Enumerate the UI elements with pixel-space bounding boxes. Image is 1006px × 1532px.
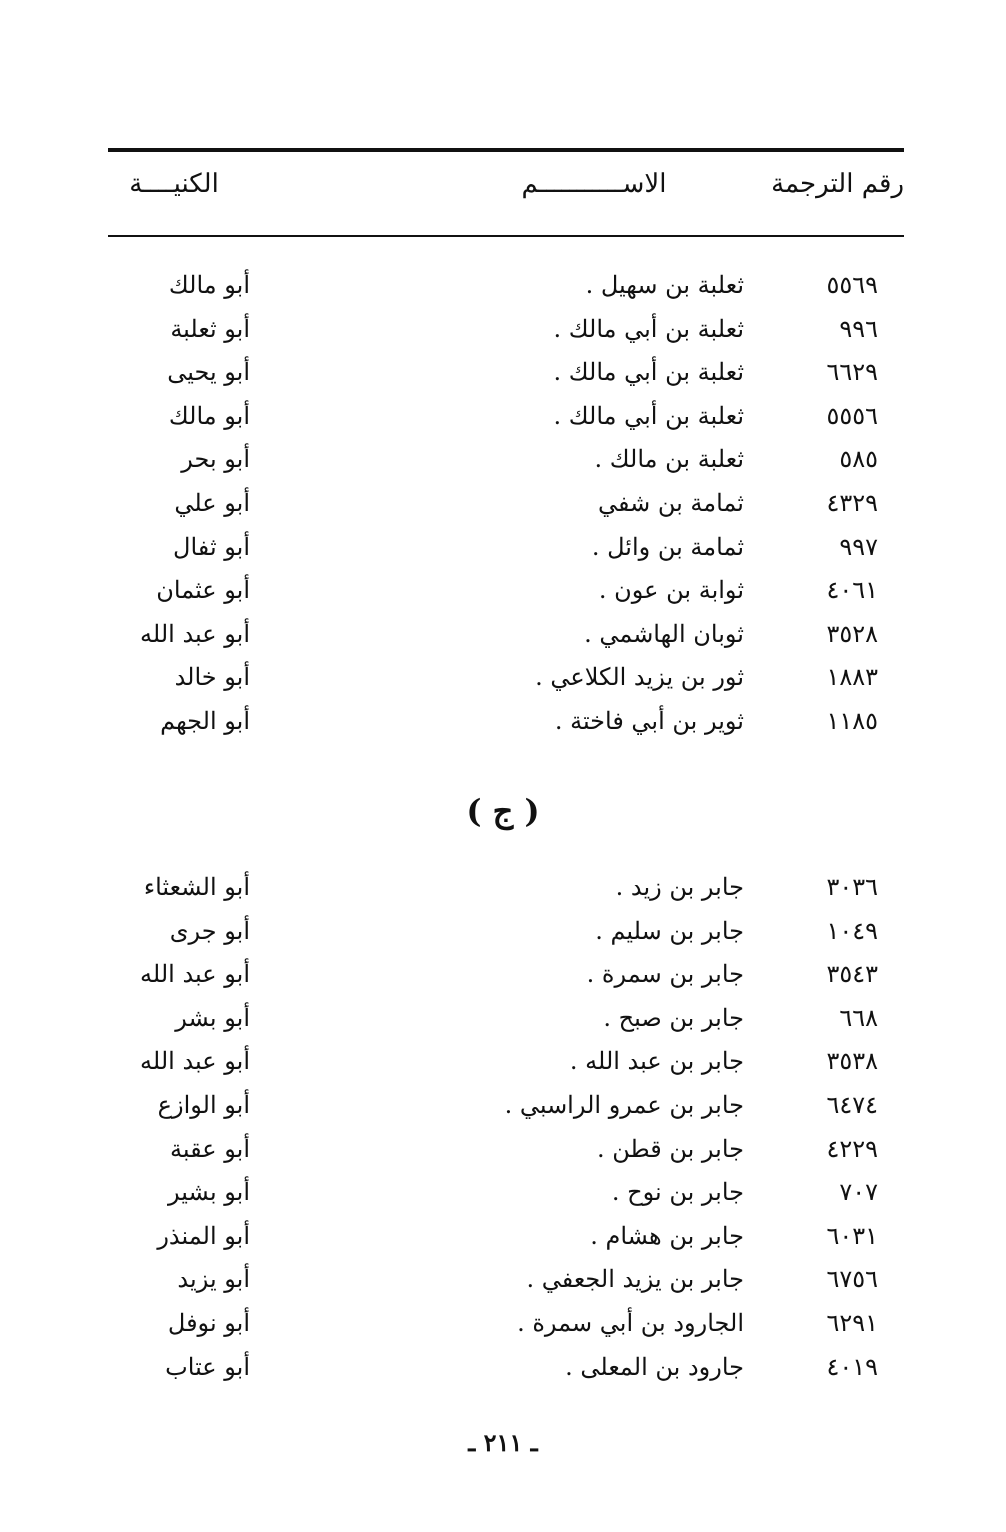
- entry-kunya: أبو مالك: [168, 271, 250, 299]
- table-row: [0, 395, 1006, 439]
- entry-number: ٤٠١٩: [826, 1352, 878, 1381]
- table-row: [0, 1215, 1006, 1259]
- entry-name: جابر بن عبد الله .: [569, 1047, 744, 1076]
- table-row: [0, 482, 1006, 526]
- entry-kunya: أبو بشير: [168, 1178, 250, 1207]
- entry-number: ٩٩٦: [839, 314, 878, 343]
- top-rule: [108, 148, 904, 152]
- entry-number: ١٨٨٣: [826, 663, 878, 692]
- entry-kunya: أبو عبد الله: [140, 619, 250, 648]
- entry-number: ٣٥٤٣: [826, 960, 878, 989]
- entry-name: ثعلبة بن سهيل .: [585, 271, 744, 299]
- entry-kunya: أبو عبد الله: [140, 1047, 250, 1076]
- entry-number: ٦٦٢٩: [826, 358, 878, 387]
- entry-name: جابر بن سمرة .: [586, 960, 744, 989]
- table-row: [0, 351, 1006, 395]
- section-tha: [0, 264, 1006, 744]
- table-row: [0, 1084, 1006, 1128]
- entry-name: ثوابة بن عون .: [598, 576, 744, 605]
- entry-name: جابر بن هشام .: [590, 1221, 744, 1250]
- table-row: [0, 1128, 1006, 1172]
- table-row: [0, 264, 1006, 308]
- entry-number: ٦٧٥٦: [826, 1265, 878, 1294]
- table-row: [0, 613, 1006, 657]
- entry-kunya: أبو علي: [174, 488, 250, 517]
- entry-number: ٩٩٧: [839, 532, 878, 561]
- entry-name: جابر بن عمرو الراسبي .: [504, 1090, 744, 1119]
- entry-number: ١١٨٥: [826, 706, 878, 735]
- entry-number: ٥٥٦٩: [826, 271, 878, 299]
- table-row: [0, 700, 1006, 744]
- table-row: [0, 953, 1006, 997]
- entry-kunya: أبو بحر: [181, 445, 250, 474]
- section-jim: [0, 866, 1006, 1389]
- table-row: [0, 997, 1006, 1041]
- entry-number: ٦٤٧٤: [826, 1090, 878, 1119]
- page-number: ـ ٢١١ ـ: [468, 1428, 538, 1457]
- table-row: [0, 656, 1006, 700]
- table-row: [0, 1346, 1006, 1390]
- entry-name: جابر بن نوح .: [611, 1178, 744, 1207]
- entry-kunya: أبو الوازع: [157, 1090, 250, 1119]
- table-row: [0, 1258, 1006, 1302]
- entry-name: ثور بن يزيد الكلاعي .: [535, 663, 744, 692]
- header-kunya: الكنيــــة: [129, 169, 219, 199]
- entry-kunya: أبو مالك: [168, 401, 250, 430]
- entry-kunya: أبو الجهم: [160, 706, 250, 735]
- table-row: [0, 569, 1006, 613]
- entry-kunya: أبو يحيى: [167, 358, 250, 387]
- entry-number: ٣٠٣٦: [826, 873, 878, 901]
- entry-kunya: أبو ثفال: [173, 532, 250, 561]
- entry-number: ٧٠٧: [839, 1178, 878, 1207]
- entry-name: ثمامة بن وائل .: [591, 532, 744, 561]
- entry-kunya: أبو يزيد: [177, 1265, 250, 1294]
- entry-number: ٥٥٥٦: [826, 401, 878, 430]
- entry-name: الجارود بن أبي سمرة .: [517, 1308, 744, 1337]
- entry-number: ٦٦٨: [839, 1003, 878, 1032]
- entry-kunya: أبو عبد الله: [140, 960, 250, 989]
- entry-kunya: أبو الشعثاء: [143, 873, 250, 901]
- entry-name: ثعلبة بن أبي مالك .: [553, 358, 744, 387]
- entry-number: ١٠٤٩: [826, 916, 878, 945]
- header-rule: [108, 235, 904, 237]
- entry-number: ٣٥٣٨: [826, 1047, 878, 1076]
- entry-number: ٣٥٢٨: [826, 619, 878, 648]
- entry-name: جارود بن المعلى .: [565, 1352, 744, 1381]
- entry-name: ثعلبة بن أبي مالك .: [553, 401, 744, 430]
- entry-kunya: أبو عثمان: [156, 576, 250, 605]
- entry-name: جابر بن سليم .: [595, 916, 744, 945]
- entry-name: ثوير بن أبي فاختة .: [554, 706, 744, 735]
- entry-kunya: أبو المنذر: [157, 1221, 250, 1250]
- table-row: [0, 308, 1006, 352]
- entry-kunya: أبو خالد: [174, 663, 250, 692]
- table-row: [0, 866, 1006, 910]
- table-row: [0, 1171, 1006, 1215]
- entry-name: جابر بن صبح .: [603, 1003, 744, 1032]
- entry-name: ثعلبة بن مالك .: [594, 445, 744, 474]
- entry-number: ٥٨٥: [839, 445, 878, 474]
- entry-number: ٤٣٢٩: [826, 488, 878, 517]
- table-row: [0, 438, 1006, 482]
- entry-name: جابر بن قطن .: [597, 1134, 744, 1163]
- entry-kunya: أبو ثعلبة: [170, 314, 250, 343]
- entry-name: جابر بن زيد .: [615, 873, 744, 901]
- entry-number: ٦٠٣١: [826, 1221, 878, 1250]
- entry-kunya: أبو عقبة: [170, 1134, 250, 1163]
- entry-number: ٤٢٢٩: [826, 1134, 878, 1163]
- entry-name: ثوبان الهاشمي .: [584, 619, 744, 648]
- table-row: [0, 526, 1006, 570]
- entry-kunya: أبو عتاب: [165, 1352, 250, 1381]
- entry-name: ثمامة بن شفي: [597, 488, 744, 517]
- entry-kunya: أبو نوفل: [167, 1308, 250, 1337]
- table-row: [0, 1040, 1006, 1084]
- table-row: [0, 910, 1006, 954]
- entry-kunya: أبو بشر: [175, 1003, 250, 1032]
- table-row: [0, 1302, 1006, 1346]
- entry-kunya: أبو جرى: [169, 916, 250, 945]
- entry-name: جابر بن يزيد الجعفي .: [526, 1265, 744, 1294]
- entry-number: ٦٢٩١: [826, 1308, 878, 1337]
- section-letter-jim: ( ج ): [466, 792, 540, 830]
- entry-name: ثعلبة بن أبي مالك .: [553, 314, 744, 343]
- header-number: رقم الترجمة: [771, 169, 904, 199]
- entry-number: ٤٠٦١: [826, 576, 878, 605]
- header-name: الاســـــــــــم: [521, 169, 667, 199]
